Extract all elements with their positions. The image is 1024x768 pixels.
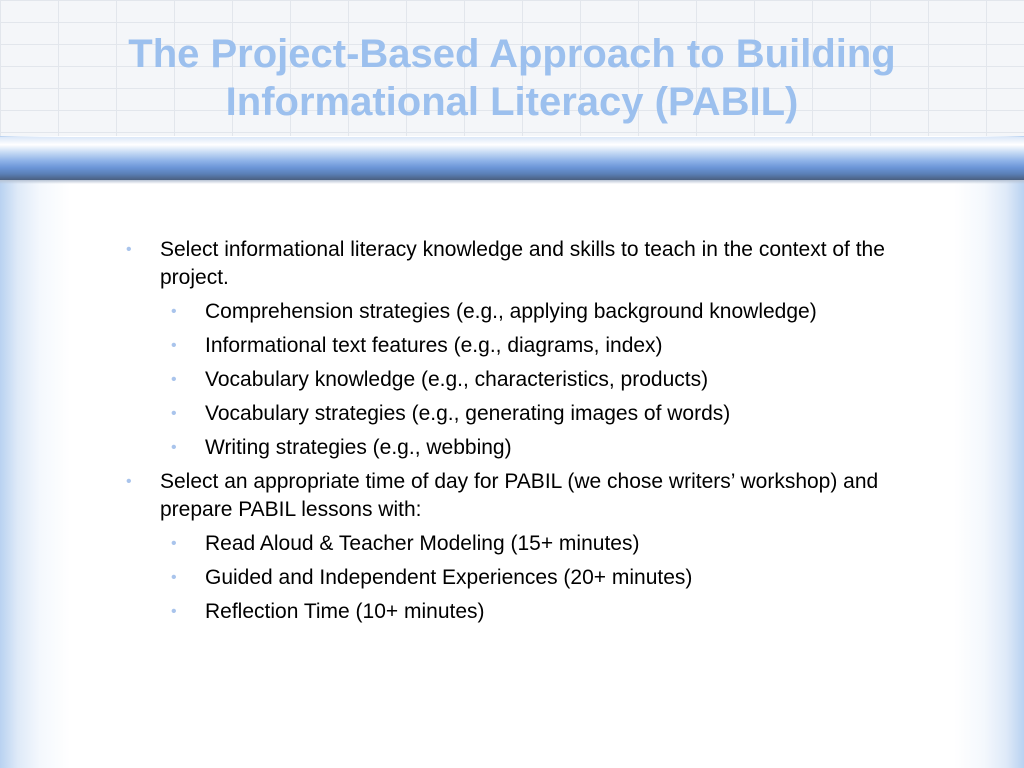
bullet-text: Comprehension strategies (e.g., applying background knowledge): [205, 300, 817, 323]
bullet-text: Read Aloud & Teacher Modeling (15+ minutes): [205, 532, 640, 555]
bullet-item-level-2: [118, 598, 898, 626]
bullet-text: Vocabulary knowledge (e.g., characteristics, products): [205, 368, 709, 391]
bullet-item-level-2: [118, 366, 898, 394]
bullet-icon: •: [171, 405, 177, 422]
bullet-text: Informational text features (e.g., diagrams, index): [205, 334, 663, 357]
bullet-item-level-2: [118, 400, 898, 428]
bullet-icon: •: [171, 535, 177, 552]
bullet-text: Reflection Time (10+ minutes): [205, 600, 485, 623]
bullet-item-level-2: [118, 298, 898, 326]
bullet-text: Vocabulary strategies (e.g., generating images of words): [205, 402, 731, 425]
bullet-icon: •: [171, 439, 177, 456]
bullet-icon: •: [171, 569, 177, 586]
bullet-text: Guided and Independent Experiences (20+ minutes): [205, 566, 693, 589]
bullet-list: [118, 236, 898, 632]
slide-title-line-2: Informational Literacy (PABIL): [225, 80, 799, 124]
bullet-item-level-2: [118, 530, 898, 558]
slide-title-line-1: The Project-Based Approach to Building: [128, 32, 896, 76]
bullet-icon: •: [171, 603, 177, 620]
header-divider-band: [0, 137, 1024, 180]
bullet-text: Writing strategies (e.g., webbing): [205, 436, 512, 459]
bullet-text: Select an appropriate time of day for PABIL (we chose writers’ workshop) and prepare PABIL lessons with:: [160, 470, 879, 521]
header-divider-shadow: [0, 180, 1024, 184]
bullet-item-level-1: [118, 236, 898, 292]
bullet-icon: •: [126, 473, 132, 490]
bullet-icon: •: [171, 371, 177, 388]
bullet-item-level-1: [118, 468, 898, 524]
bullet-icon: •: [171, 337, 177, 354]
slide-title: [0, 30, 1024, 126]
bullet-item-level-2: [118, 434, 898, 462]
bullet-icon: •: [126, 241, 132, 258]
bullet-item-level-2: [118, 564, 898, 592]
bullet-icon: •: [171, 303, 177, 320]
bullet-item-level-2: [118, 332, 898, 360]
bullet-text: Select informational literacy knowledge and skills to teach in the context of the project.: [160, 238, 885, 289]
